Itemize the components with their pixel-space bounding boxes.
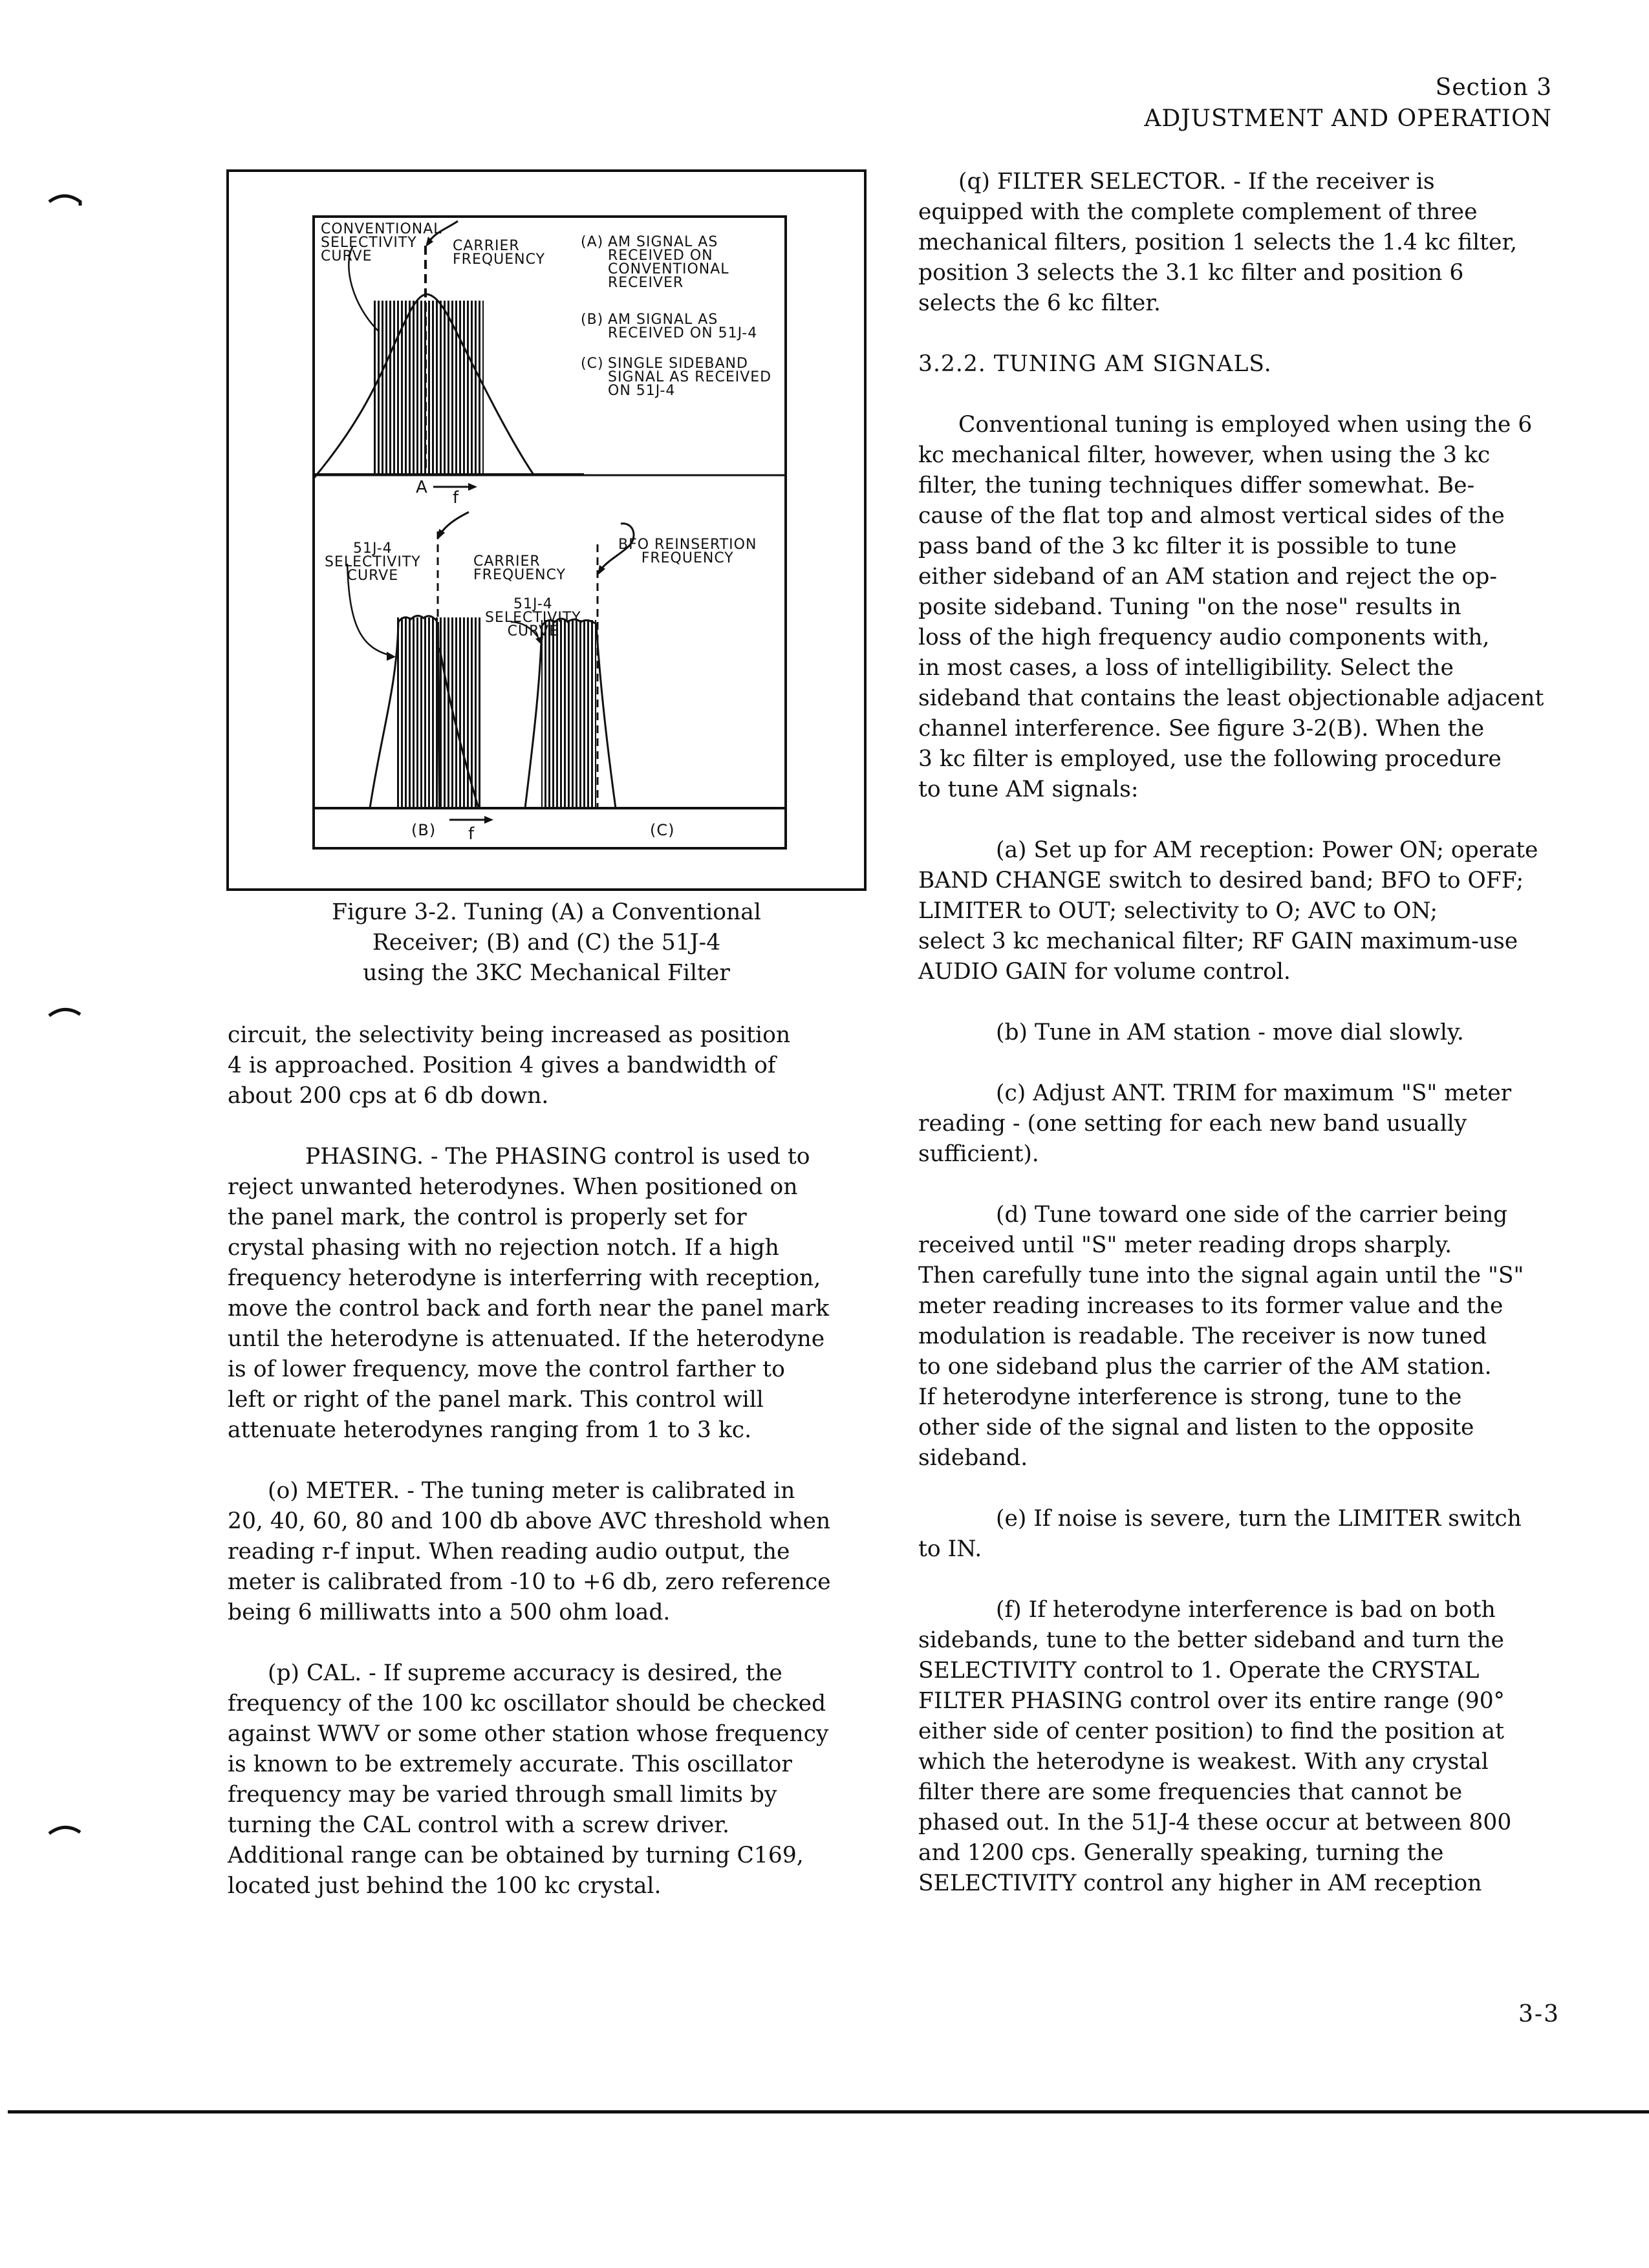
step-c: (c) Adjust ANT. TRIM for maximum "S" meter reading - (one setting for each new band usually sufficient). — [918, 1080, 1512, 1167]
punch-hole-mark — [47, 1005, 85, 1020]
paragraph-meter: (o) METER. - The tuning meter is calibrated in 20, 40, 60, 80 and 100 db above AVC threshold when reading r-f input. When reading audio output, the meter is calibrated from -10 to +6 db, zero reference being 6 milliwatts into a 500 ohm load. — [228, 1478, 831, 1625]
carrier-frequency-label-a: CARRIER FREQUENCY — [453, 238, 546, 268]
section-number: Section 3 — [1435, 74, 1552, 101]
panel-c-label: (C) — [650, 821, 675, 839]
conventional-curve-label: CONVENTIONAL SELECTIVITY CURVE — [321, 221, 442, 264]
section-title: ADJUSTMENT AND OPERATION — [1144, 105, 1552, 132]
panel-a-label: A — [416, 478, 428, 497]
paragraph-cal: (p) CAL. - If supreme accuracy is desired, the frequency of the 100 kc oscillator should be checked against WWV or some other station whose frequency is known to be extremely accurate. This oscillator frequency may be varied through small limits by turning the CAL control with a screw driver. Additional range can be obtained by turning C169, located just behind the 100 kc crystal. — [228, 1660, 829, 1899]
figure-caption: Figure 3-2. Tuning (A) a Conventional Receiver; (B) and (C) the 51J-4 using the 3KC Mechanical Filter — [332, 899, 761, 986]
figure-3-2 — [226, 169, 867, 891]
legend-b-text: AM SIGNAL AS RECEIVED ON 51J-4 — [608, 312, 758, 341]
punch-hole-mark — [47, 1823, 85, 1837]
legend-b-key: (B) — [581, 312, 604, 328]
punch-hole-mark — [47, 193, 85, 207]
paragraph-filter-selector: (q) FILTER SELECTOR. - If the receiver is equipped with the complete complement of three mechanical filters, position 1 selects the 1.4 kc filter, position 3 selects the 3.1 kc filter and position 6 selects the 6 kc filter. — [918, 169, 1518, 316]
legend-a-key: (A) — [581, 234, 604, 250]
step-a: (a) Set up for AM reception: Power ON; operate BAND CHANGE switch to desired band; BFO to OFF; LIMITER to OUT; selectivity to O; AVC to ON; select 3 kc mechanical filter; RF GAIN maximum-use AUDIO GAIN for volume control. — [918, 837, 1538, 985]
step-d: (d) Tune toward one side of the carrier being received until "S" meter reading drops sharply. Then carefully tune into the signal again until the "S" meter reading increases to its former value and the modulation is readable. The receiver is now tuned to one sideband plus the carrier of the AM station. If heterodyne interference is strong, tune to the other side of the signal and listen to the opposite sideband. — [918, 1202, 1524, 1471]
legend-c-key: (C) — [581, 356, 604, 372]
selectivity-curve-label-c: 51J-4 SELECTIVITY CURVE — [485, 596, 581, 639]
section-heading-tuning-am: 3.2.2. TUNING AM SIGNALS. — [918, 351, 1272, 377]
step-b: (b) Tune in AM station - move dial slowly. — [996, 1020, 1464, 1045]
footer-rule — [8, 2110, 1649, 2113]
running-header — [1144, 72, 1552, 134]
step-e: (e) If noise is severe, turn the LIMITER switch to IN. — [918, 1506, 1522, 1562]
selectivity-curve-label-b: 51J-4 SELECTIVITY CURVE — [325, 540, 421, 584]
paragraph-selectivity-continued: circuit, the selectivity being increased as position 4 is approached. Position 4 gives a bandwidth of about 200 cps at 6 db down. — [228, 1022, 791, 1109]
frequency-axis-label-b: f — [468, 824, 475, 844]
figure-drawing — [226, 169, 867, 891]
paragraph-phasing: PHASING. - The PHASING control is used to reject unwanted heterodynes. When positioned on the panel mark, the control is properly set for crystal phasing with no rejection notch. If a high frequency heterodyne is interferring with reception, move the control back and forth near the panel mark until the heterodyne is attenuated. If the heterodyne is of lower frequency, move the control farther to left or right of the panel mark. This control will attenuate heterodynes ranging from 1 to 3 kc. — [228, 1144, 830, 1443]
legend-c-text: SINGLE SIDEBAND SIGNAL AS RECEIVED ON 51J-4 — [608, 356, 772, 399]
right-column — [918, 167, 1604, 1929]
legend-a-text: AM SIGNAL AS RECEIVED ON CONVENTIONAL RECEIVER — [608, 234, 729, 291]
paragraph-conventional-tuning: Conventional tuning is employed when using the 6 kc mechanical filter, however, when using the 3 kc filter, the tuning techniques differ somewhat. Be- cause of the flat top and almost vertical sides of the pass band of the 3 kc filter it is possible to tune either sideband of an AM station and reject the op- posite sideband. Tuning "on the nose" results in loss of the high frequency audio components with, in most cases, a loss of intelligibility. Select the sideband that contains the least objectionable adjacent channel interference. See figure 3-2(B). When the 3 kc filter is employed, use the following procedure to tune AM signals: — [918, 412, 1544, 802]
carrier-frequency-label-b: CARRIER FREQUENCY — [473, 553, 566, 583]
panel-b-label: (B) — [411, 821, 436, 839]
left-column — [228, 1020, 881, 1932]
page-number: 3-3 — [1518, 2001, 1560, 2027]
step-f: (f) If heterodyne interference is bad on both sidebands, tune to the better sideband and turn the SELECTIVITY control to 1. Operate the CRYSTAL FILTER PHASING control over its entire range (90° either side of center position) to find the position at which the heterodyne is weakest. With any crystal filter there are some frequencies that cannot be phased out. In the 51J-4 these occur at between 800 and 1200 cps. Generally speaking, turning the SELECTIVITY control any higher in AM reception — [918, 1597, 1512, 1896]
bfo-reinsertion-label: BFO REINSERTION FREQUENCY — [618, 537, 757, 566]
frequency-axis-label-a: f — [453, 488, 460, 508]
